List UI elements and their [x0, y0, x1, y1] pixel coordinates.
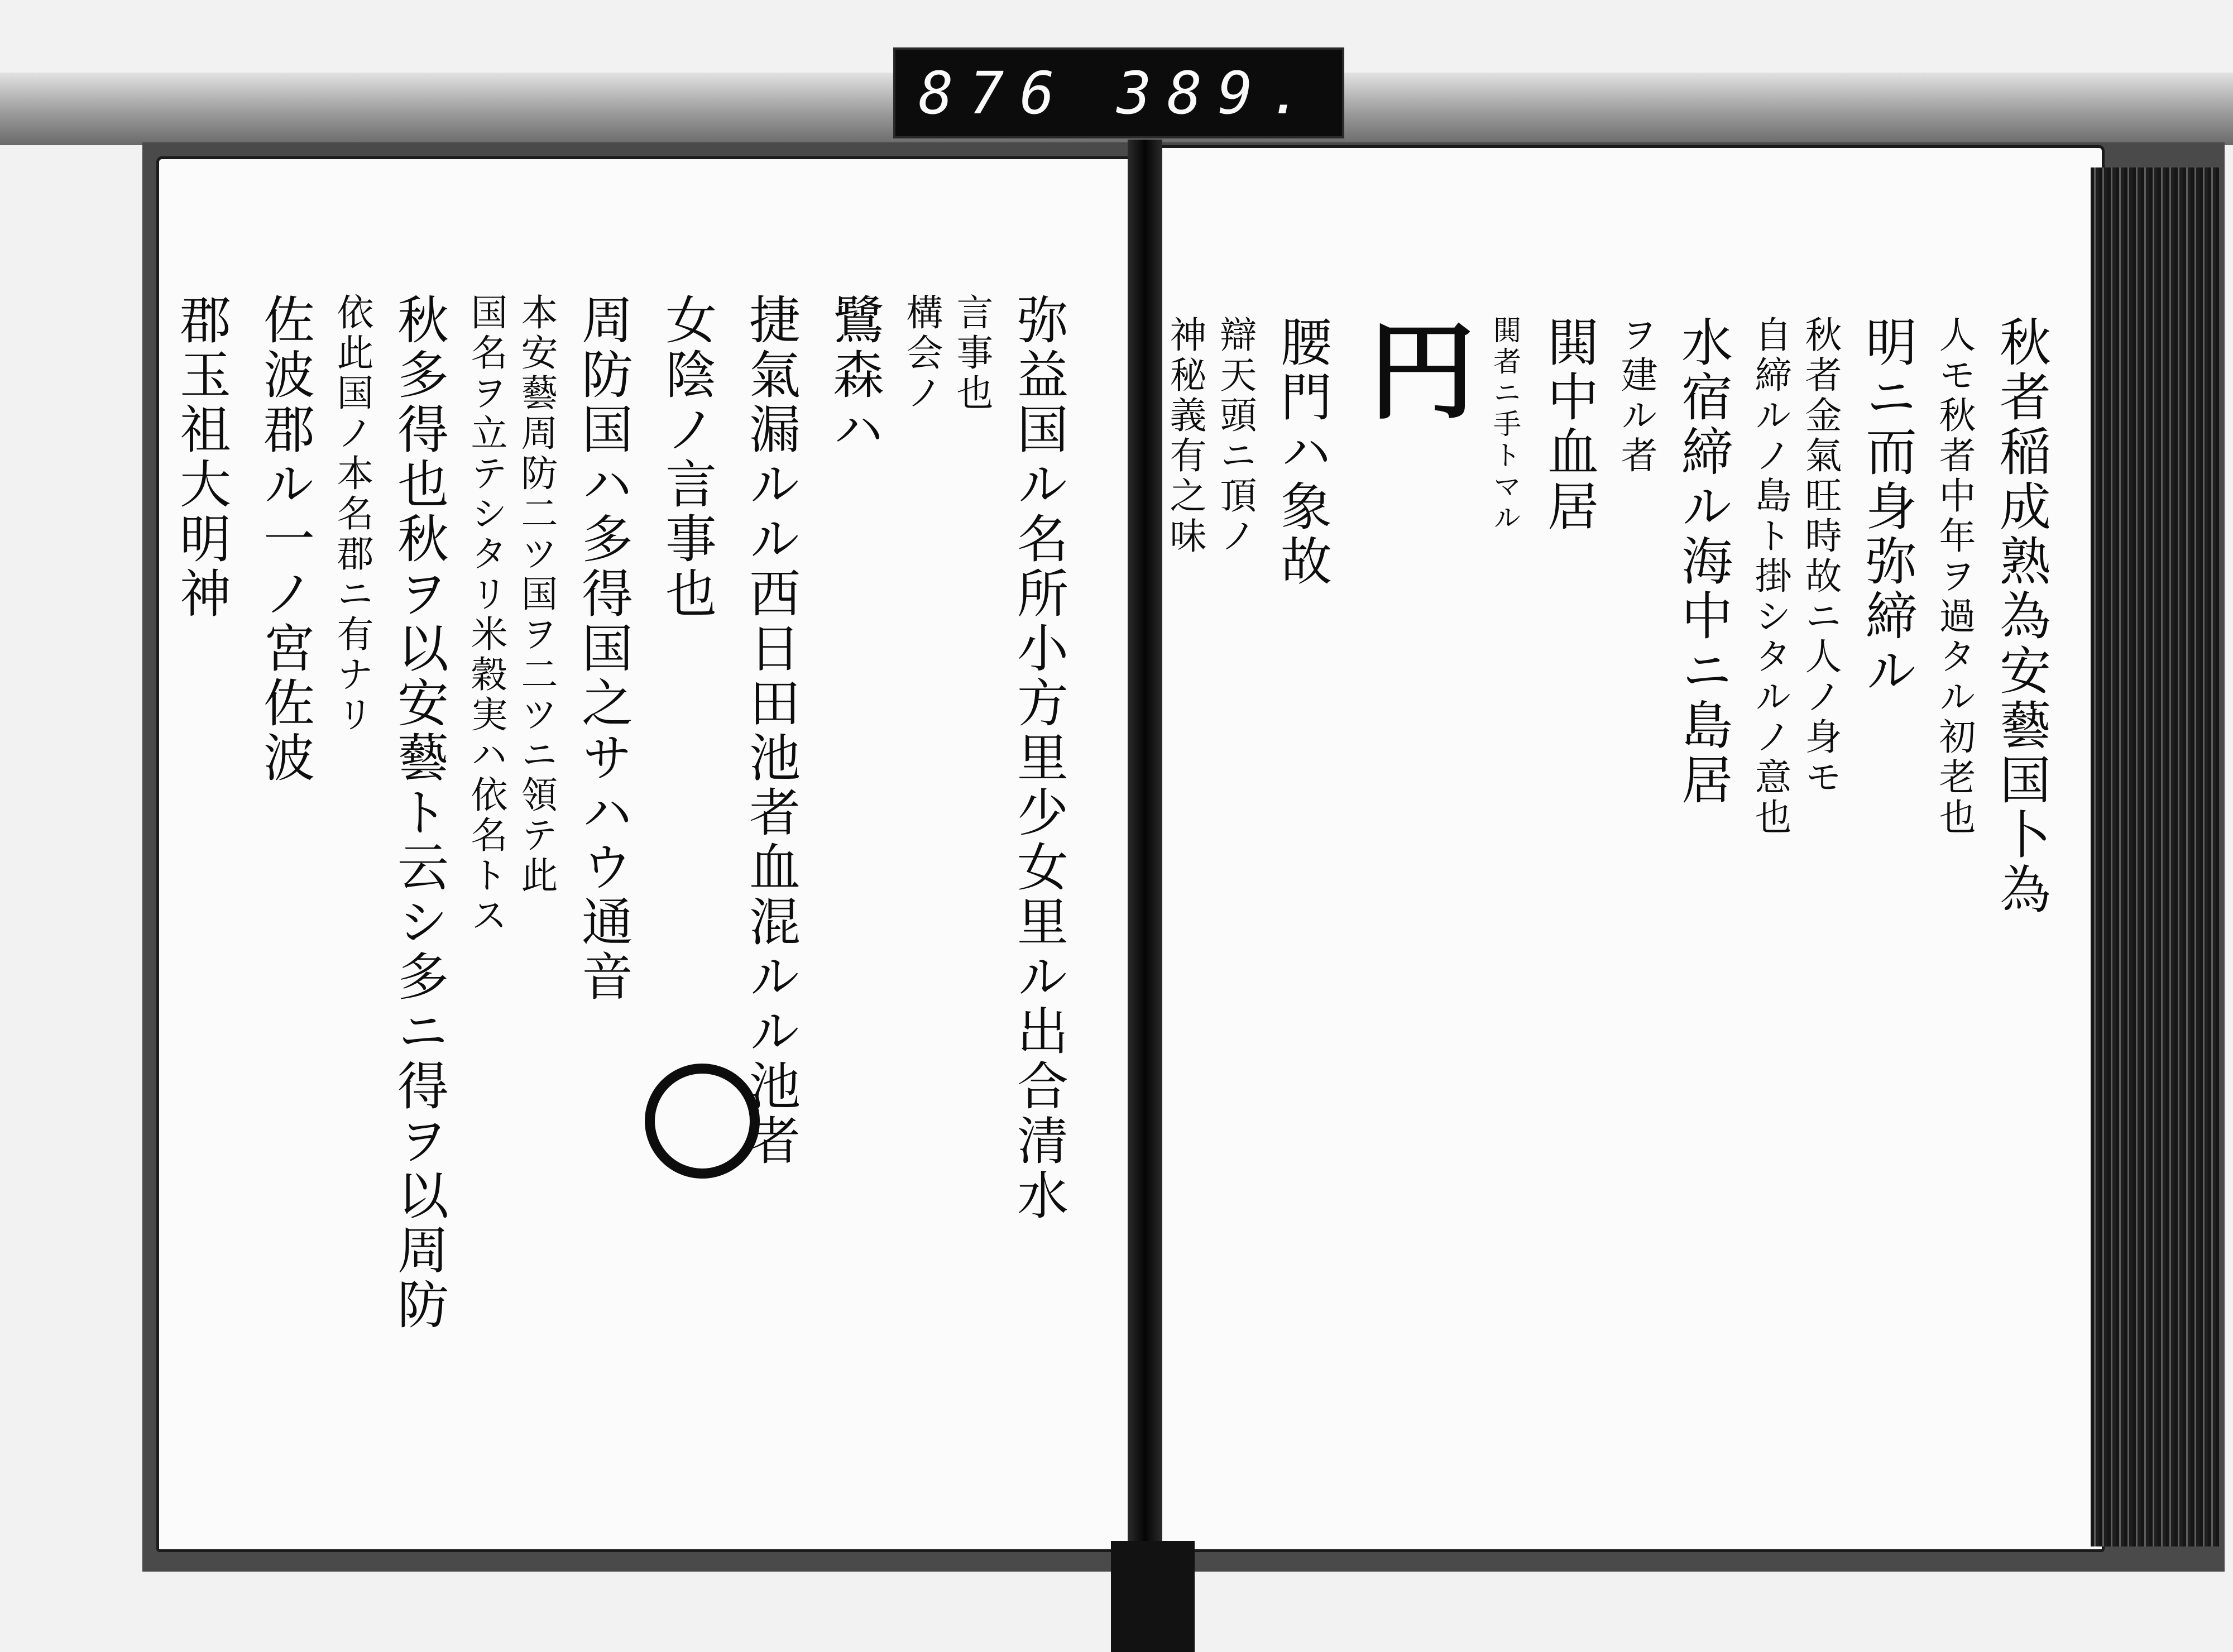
page-fore-edge: [2091, 167, 2219, 1546]
archive-number-right: 389.: [1116, 59, 1319, 127]
text-column: 腰門ハ象故: [1272, 315, 1332, 589]
right-page-text: [1150, 315, 2063, 1544]
text-column: 自締ルノ島ト掛シタルノ意也: [1748, 315, 1791, 838]
text-column: 言事也: [950, 293, 993, 414]
text-column: 佐波郡ル一ノ宮佐波: [255, 293, 315, 786]
text-column: 秋者稲成熟為安藝国卜為: [1991, 315, 2051, 917]
text-column: 秋者金氣旺時故ニ人ノ身モ: [1799, 315, 1842, 798]
right-page: [1150, 145, 2105, 1552]
text-column: 構会ノ: [900, 293, 943, 414]
text-column: 円: [1352, 315, 1476, 425]
text-column: 鷺森ハ: [825, 293, 884, 457]
text-column: 閧者ニ手トマル: [1489, 315, 1521, 534]
text-column: 秋多得也秋ヲ以安藝ト云シ多ニ得ヲ以周防: [389, 293, 449, 1333]
text-column: 女陰ノ言事也: [657, 293, 717, 621]
text-column: 弥益国ル名所小方里少女里ル出合清水: [1009, 293, 1068, 1223]
text-column: 辯天頭ニ頂ノ: [1214, 315, 1257, 557]
text-column: 本安藝周防二ツ国ヲ二ツニ領テ此: [515, 293, 558, 896]
text-column: 神秘義有之味: [1163, 315, 1206, 557]
circle-symbol: [645, 1064, 760, 1179]
text-column: 人モ秋者中年ヲ過タル初老也: [1933, 315, 1976, 838]
text-column: 水宿締ル海中ニ島居: [1673, 315, 1733, 808]
text-column: 周防国ハ多得国之サハウ通音: [573, 293, 633, 1004]
text-column: 郡玉祖大明神: [171, 293, 231, 621]
text-column: ヲ建ル者: [1614, 315, 1657, 476]
book-gutter: [1128, 140, 1162, 1558]
binding-strip: [1111, 1541, 1195, 1652]
left-page: [156, 156, 1144, 1552]
archive-number-left: 876: [918, 59, 1071, 127]
text-column: 捷氣漏ルル西日田池者血混ルル池者: [741, 293, 801, 1169]
left-page-text: [156, 293, 1080, 1552]
text-column: 明ニ而身弥締ル: [1857, 315, 1917, 698]
archive-label-plate: [893, 47, 1344, 138]
text-column: 国名ヲ立テシタリ米穀実ハ依名トス: [464, 293, 507, 936]
text-column: 依此国ノ本名郡ニ有ナリ: [330, 293, 373, 735]
text-column: 閧中血居: [1539, 315, 1599, 534]
